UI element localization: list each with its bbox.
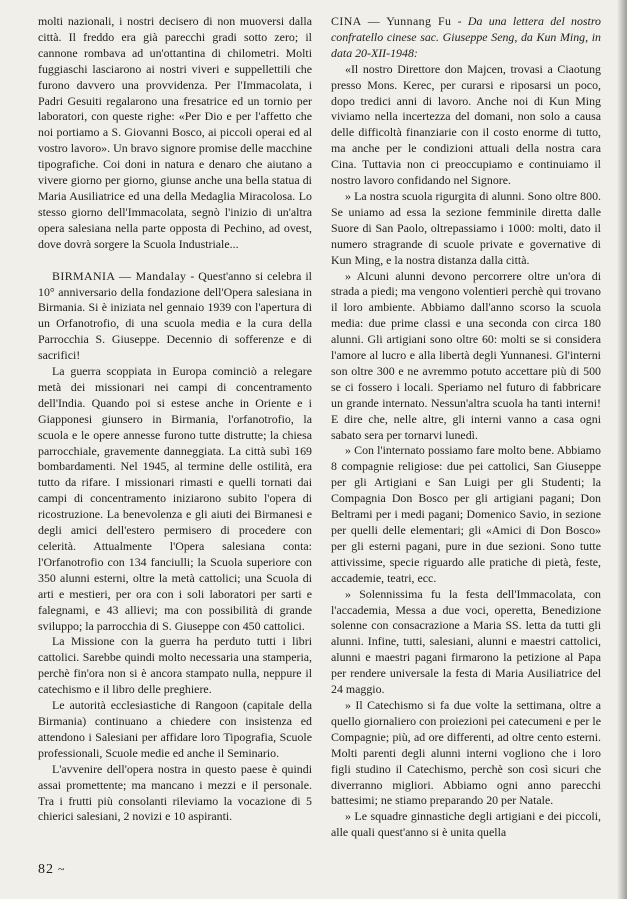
paragraph-birmania-future: L'avvenire dell'opera nostra in questo paese è quindi assai promettente; ma mancano i mezzi e il personale. Tra i frutti più consolanti rileviamo la vocazione di 5 chierici salesiani, 2 novizi e 10 aspiranti. (38, 761, 312, 824)
paragraph-peking-continuation: molti nazionali, i nostri decisero di non muoversi dalla città. Il freddo era già parecchi gradi sotto zero; il cannone rombava ad un'ottantina di chilometri. Molti fuggiaschi lasciarono ai nostri viveri e suppellettili che furono davvero una provvidenza. Per l'Immacolata, i Padri Gesuiti regalarono una fresatrice ed un tornio per laboratori, con queste righe: «Per Dio e per l'affetto che noi portiamo a S. Giovanni Bosco, ai piccoli operai ed al vostro lavoro». Un bravo signore promise delle macchine tipografiche. Coi doni in natura e denaro che aiutano a vivere giorno per giorno, giunse anche una bella statua di Maria Ausiliatrice ed una della Medaglia Miracolosa. Lo stesso giorno dell'Immacolata, segnò l'inizio di un'altra opera salesiana nella parte opposta di Pechino, ad ovest, dove dovrà sorgere la Scuola Industriale... (38, 14, 312, 251)
paragraph-cina-boarding: » Con l'internato possiamo fare molto bene. Abbiamo 8 compagnie religiose: due pei cattolici, San Giuseppe per gli Artigiani e San Luigi per gli Studenti; la Compagnia Don Bosco per gli artigiani pagani; Don Beltrami per i medi pagani; Domenico Savio, in sezione per quelli delle elementari; gli «Amici di Don Bosco» per gli esterni pagani, pure in due sezioni. Sono tutte attivissime, specie riguardo alle pratiche di pietà, feste, accademie, teatri, ecc. (331, 443, 601, 585)
paragraph-cina-pupils: » Alcuni alunni devono percorrere oltre un'ora di strada a piedi; ma vengono volentieri perchè qui trovano il loro ambiente. Abbiamo dall'anno scorso la scuola media: due prime classi e una seconda con circa 180 alunni. Gli artigiani sono oltre 60: molti se si considera l'amore al lucro e alla libertà degli Yunnanesi. Gl'interni son oltre 300 e ne avremmo potuto accettare più di 500 se ci fossero i locali. Speriamo nel futuro di fabbricare un grande internato. Nessun'altra scuola ha tanti interni! E dire che, nelle altre, gli interni vanno a casa ogni sabato sera per tornarvi lunedì. (331, 268, 601, 442)
paragraph-birmania-war: La guerra scoppiata in Europa cominciò a relegare metà dei missionari nei campi di concentramento dell'India. Quando poi si estese anche in Oriente e i Giapponesi giunsero in Birmania, l'orfanotrofio, la scuola e le opere annesse furono tutte distrutte; la chiesa parrocchiale, gravemente danneggiata. La città subì 169 bombardamenti. Nel 1945, al termine delle ostilità, era tutto da rifare. I missionari rimasti e quelli tornati dai campi di concentramento iniziarono subito l'opera di ricostruzione. La benevolenza e gli aiuti dei Birmanesi e degli amici dell'estero permisero di procedere con celerità. Attualmente l'Opera salesiana conta: l'Orfanotrofio con 134 fanciulli; la Scuola superiore con 350 alunni esterni, oltre la metà cattolici; una Scuola di arti e mestieri, per ora con i soli laboratori per sarti e falegnami, e 43 allievi; ma con possibilità di grande sviluppo; la parrocchia di S. Giuseppe con 450 cattolici. (38, 364, 312, 633)
paragraph-birmania-intro (38, 269, 312, 364)
paragraph-birmania-mission: La Missione con la guerra ha perduto tutti i libri cattolici. Sarebbe quindi molto necessaria una stamperia, perchè fin'ora non si è ancora stampato nulla, neppure il catechismo e il libro delle preghiere. (38, 634, 312, 697)
paragraph-cina-intro (331, 14, 601, 62)
page-edge-shadow (617, 0, 627, 899)
paragraph-cina-catechism: » Il Catechismo si fa due volte la settimana, oltre a quello giornaliero con proiezioni pei catecumeni e per le Compagnie; più, ad ore differenti, ad oltre cento esterni. Molti parenti degli alunni interni vogliono che i loro figli studino il Catechismo, perchè son così sicuri che diverranno migliori. Abbiamo ogni anno parecchi battesimi; ne stiamo preparando 20 per Natale. (331, 697, 601, 808)
left-column (38, 14, 312, 825)
paragraph-cina-immacolata: » Solennissima fu la festa dell'Immacolata, con l'accademia, Messa a due voci, operetta, Benedizione solenne con consacrazione a Maria SS. letta da tutti gli alunni. Infine, tutti, salesiani, alunni e maestri cattolici, alunni e maestri pagani firmarono la petizione al Papa per rendere universale la festa di Maria Ausiliatrice del 24 maggio. (331, 586, 601, 697)
paragraph-cina-gymnastics: » Le squadre ginnastiche degli artigiani e dei piccoli, alle quali quest'anno si è unita quella (331, 809, 601, 840)
footer-tilde: ~ (58, 862, 66, 876)
paragraph-cina-director: «Il nostro Direttore don Majcen, trovasi a Ciaotung presso Mons. Kerec, per curarsi e riposarsi un poco, dopo tredici anni di lavoro. Anche noi di Kun Ming viviamo nella incertezza del domani, non solo a causa delle difficoltà finanziarie con il costo enorme di tutto, ma anche per le condizioni attuali della nostra cara Cina. Tuttavia non ci preoccupiamo e continuiamo il nostro lavoro confidando nel Signore. (331, 61, 601, 188)
birmania-intro-text: - Quest'anno si celebra il 10° anniversario della fondazione dell'Opera salesiana in Birmania. Si è iniziata nel gennaio 1939 con l'apertura di un Orfanotrofio, di una scuola media e la cura della Parrocchia S. Giuseppe. Decennio di sofferenze e di sacrifici! (38, 268, 312, 363)
paragraph-birmania-rangoon: Le autorità ecclesiastiche di Rangoon (capitale della Birmania) continuano a chiedere con insistenza ed attendono i Salesiani per affidare loro Tipografia, Scuole professionali, Scuole medie ed anche il Seminario. (38, 698, 312, 760)
page-number: 82 (38, 862, 54, 877)
paragraph-cina-school: » La nostra scuola rigurgita di alunni. Sono oltre 800. Se uniamo ad essa la sezione femminile diretta dalle Suore di San Paolo, oltrepassiamo i 1000: molti, dato il numero stragrande di scuole private e governative di Kun Ming, e la nostra distanza dalla città. (331, 188, 601, 267)
section-heading-birmania: BIRMANIA — Mandalay (52, 268, 187, 283)
section-heading-cina: CINA — Yunnang Fu (331, 14, 452, 28)
right-column (331, 14, 601, 841)
page-footer (38, 862, 66, 878)
cina-letter-source: - Da una lettera del nostro confratello cinese sac. Giuseppe Seng, da Kun Ming, in data 20-XII-1948: (331, 14, 601, 60)
